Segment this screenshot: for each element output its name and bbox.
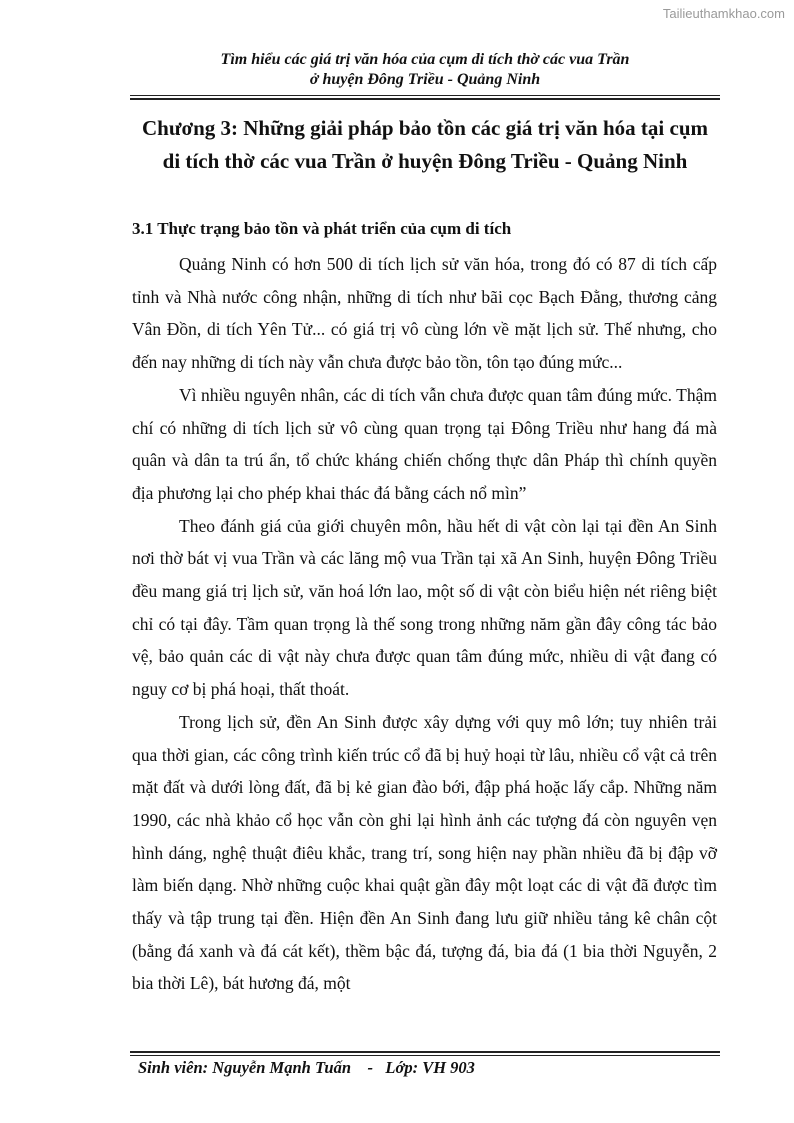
paragraph: Trong lịch sử, đền An Sinh được xây dựng với quy mô lớn; tuy nhiên trải qua thời gian, các công trình kiến trúc cổ đã bị huỷ hoại từ lâu, nhiều cổ vật cả trên mặt đất và dưới lòng đất, đã bị kẻ gian đào bới, đập phá hoặc lấy cắp. Những năm 1990, các nhà khảo cổ học vẫn còn ghi lại hình ảnh các tượng đá còn nguyên vẹn hình dáng, nghệ thuật điêu khắc, trang trí, song hiện nay phần nhiều đã bị đập vỡ làm biến dạng. Nhờ những cuộc khai quật gần đây một loạt các di vật đã được tìm thấy và tập trung tại đền. Hiện đền An Sinh đang lưu giữ nhiều tảng kê chân cột (bằng đá xanh và đá cát kết), thềm bậc đá, tượng đá, bia đá (1 bia thời Nguyễn, 2 bia thời Lê), bát hương đá, một: [132, 711, 717, 994]
paragraph: Vì nhiều nguyên nhân, các di tích vẫn chưa được quan tâm đúng mức. Thậm chí có những di tích lịch sử vô cùng quan trọng tại Đông Triều như hang đá mà quân và dân ta trú ẩn, tổ chức kháng chiến chống thực dân Pháp thì chính quyền địa phương lại cho phép khai thác đá bằng cách nổ mìn”: [132, 384, 717, 503]
running-header-line-1: Tìm hiểu các giá trị văn hóa của cụm di tích thờ các vua Trần: [220, 51, 630, 68]
paragraph: Theo đánh giá của giới chuyên môn, hầu hết di vật còn lại tại đền An Sinh nơi thờ bát vị vua Trần và các lăng mộ vua Trần tại xã An Sinh, huyện Đông Triều đều mang giá trị lịch sử, văn hoá lớn lao, một số di vật còn biểu hiện nét riêng biệt chỉ có tại đây. Tầm quan trọng là thế song trong những năm gần đây công tác bảo vệ, bảo quản các di vật này chưa được quan tâm đúng mức, nhiều di vật đang có nguy cơ bị phá hoại, thất thoát.: [132, 515, 717, 700]
chapter-title-line-2: di tích thờ các vua Trần ở huyện Đông Triều - Quảng Ninh: [162, 149, 688, 173]
running-header-line-2: ở huyện Đông Triều - Quảng Ninh: [309, 71, 541, 88]
running-header: [130, 50, 720, 90]
chapter-title: [130, 112, 720, 178]
chapter-title-line-1: Chương 3: Những giải pháp bảo tồn các giá trị văn hóa tại cụm: [142, 116, 708, 140]
section-heading: 3.1 Thực trạng bảo tồn và phát triển của cụm di tích: [132, 219, 512, 238]
footer-divider: [130, 1051, 720, 1056]
footer-text: Sinh viên: Nguyễn Mạnh Tuấn - Lớp: VH 903: [138, 1058, 475, 1077]
body-text: [132, 248, 717, 1000]
header-divider: [130, 95, 720, 100]
watermark-text: Tailieuthamkhao.com: [662, 6, 785, 21]
paragraph: Quảng Ninh có hơn 500 di tích lịch sử văn hóa, trong đó có 87 di tích cấp tỉnh và Nhà nước công nhận, những di tích như bãi cọc Bạch Đằng, thương cảng Vân Đồn, di tích Yên Tử... có giá trị vô cùng lớn về mặt lịch sử. Thế nhưng, cho đến nay những di tích này vẫn chưa được bảo tồn, tôn tạo đúng mức...: [132, 254, 717, 373]
